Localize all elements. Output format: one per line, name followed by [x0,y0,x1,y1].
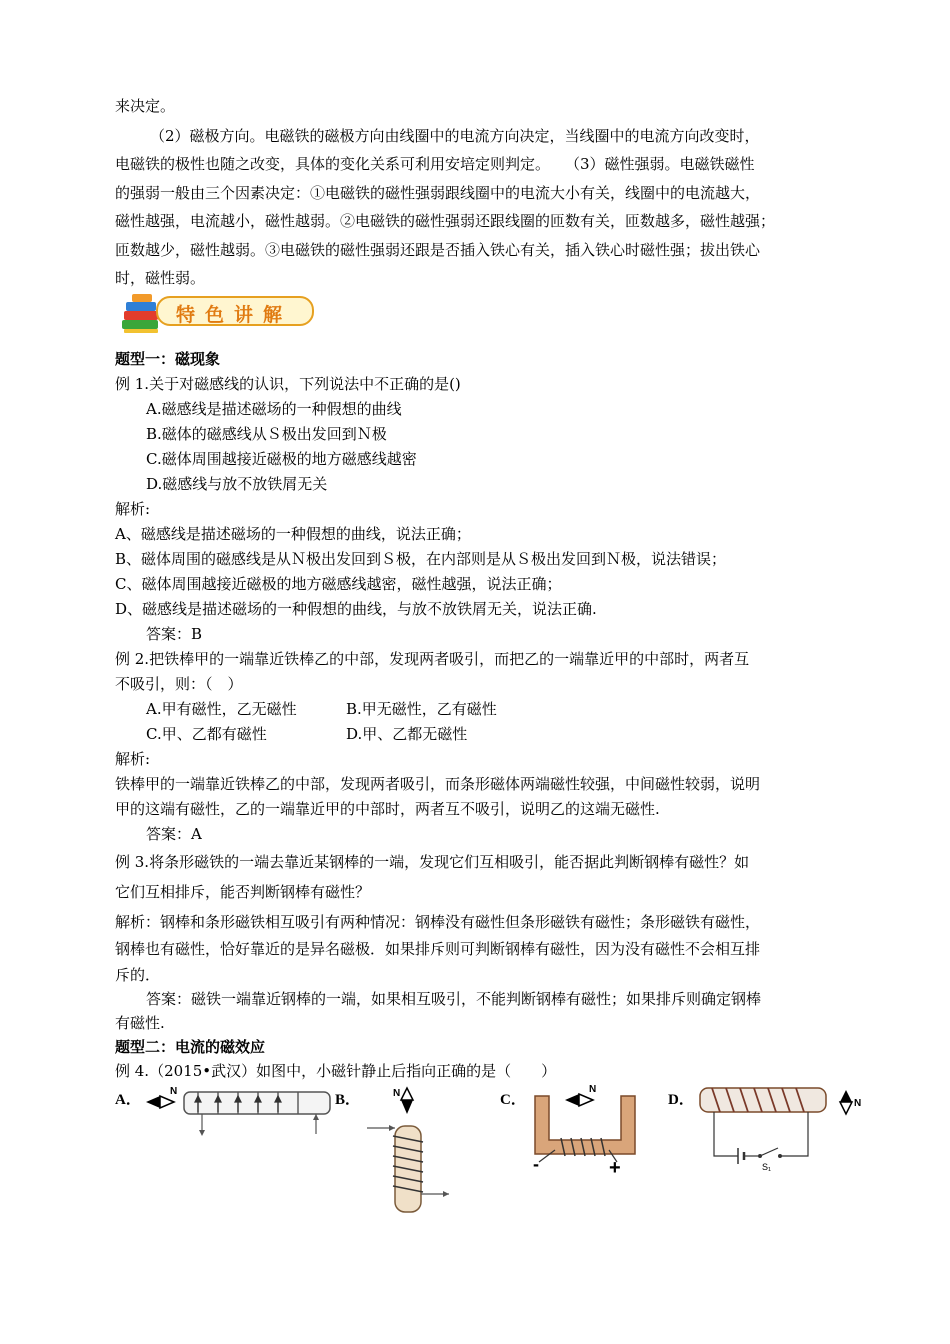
option-b: B.甲无磁性，乙有磁性 [346,700,497,718]
figure-c-u-magnet [525,1082,645,1176]
option-d: D.甲、乙都无磁性 [346,725,468,743]
svg-text:N: N [589,1084,597,1095]
compass-needle-icon [840,1090,861,1114]
question-text: 例 1.关于对磁感线的认识，下列说法中不正确的是() [115,375,461,393]
figure-label-b: B． [335,1092,361,1108]
figure-label-c: C． [500,1092,526,1108]
paragraph-line: （2）磁极方向。电磁铁的磁极方向由线圈中的电流方向决定，当线圈中的电流方向改变时， [150,127,760,145]
compass-needle-icon [146,1086,177,1108]
question-text: 例 3.将条形磁铁的一端去靠近某钢棒的一端，发现它们互相吸引，能否据此判断钢棒有磁性？如 [115,853,750,871]
section-title: 题型一：磁现象 [115,350,221,368]
analysis-line: 解析：钢棒和条形磁铁相互吸引有两种情况：钢棒没有磁性但条形磁铁有磁性；条形磁铁有磁性， [115,913,761,931]
figure-label-d: D． [668,1092,694,1108]
option-b: B.磁体的磁感线从Ｓ极出发回到Ｎ极 [146,425,387,443]
paragraph-line: 匝数越少，磁性越弱。③电磁铁的磁性强弱还跟是否插入铁心有关，插入铁心时磁性强；拔出铁心 [115,241,761,259]
analysis-line: B、磁体周围的磁感线是从Ｎ极出发回到Ｓ极，在内部则是从Ｓ极出发回到Ｎ极，说法错误； [115,550,727,568]
svg-text:N: N [170,1086,178,1097]
option-a: A.磁感线是描述磁场的一种假想的曲线 [146,400,402,418]
answer-text: 答案：A [146,825,202,843]
figure-d-solenoid-circuit [690,1082,870,1172]
figure-b-solenoid [355,1082,465,1214]
analysis-line: 甲的这端有磁性，乙的一端靠近甲的中部时，两者互不吸引，说明乙的这端无磁性. [115,800,660,818]
svg-text:+: + [609,1157,621,1176]
section-title: 题型二：电流的磁效应 [115,1038,266,1056]
paragraph-line: 来决定。 [115,97,176,115]
answer-text: 答案：磁铁一端靠近钢棒的一端，如果相互吸引，不能判断钢棒有磁性；如果排斥则确定钢棒 [146,990,762,1008]
analysis-line: 斥的． [115,966,161,984]
analysis-label: 解析: [115,750,151,768]
figure-a-solenoid [140,1082,340,1144]
figure-label-a: A． [115,1092,141,1108]
svg-text:N: N [854,1098,862,1109]
option-d: D.磁感线与放不放铁屑无关 [146,475,328,493]
paragraph-line: 磁性越强，电流越小，磁性越弱。②电磁铁的磁性强弱还跟线圈的匝数有关，匝数越多，磁性越强； [115,212,776,230]
analysis-line: 铁棒甲的一端靠近铁棒乙的中部，发现两者吸引，而条形磁体两端磁性较强，中间磁性较弱，说明 [115,775,761,793]
analysis-label: 解析: [115,500,151,518]
analysis-line: C、磁体周围越接近磁极的地方磁感线越密，磁性越强，说法正确； [115,575,562,593]
paragraph-line: 电磁铁的极性也随之改变，具体的变化关系可利用安培定则判定。 （3）磁性强弱。电磁铁磁性 [115,155,755,173]
compass-needle-icon [565,1084,596,1106]
compass-needle-icon [393,1088,413,1114]
question-text: 它们互相排斥，能否判断钢棒有磁性？ [115,883,371,901]
question-text: 例 2.把铁棒甲的一端靠近铁棒乙的中部，发现两者吸引，而把乙的一端靠近甲的中部时，两者互 [115,650,750,668]
banner-title: 特色讲解 [176,304,293,326]
svg-text:S₁: S₁ [762,1162,772,1172]
answer-text: 有磁性. [115,1014,165,1032]
question-text: 例 4.（2015•武汉）如图中，小磁针静止后指向正确的是（ ） [115,1062,557,1080]
feature-banner [118,290,318,336]
option-c: C.磁体周围越接近磁极的地方磁感线越密 [146,450,417,468]
analysis-line: 钢棒也有磁性，恰好靠近的是异名磁极．如果排斥则可判断钢棒有磁性，因为没有磁性不会相互排 [115,940,761,958]
paragraph-line: 时，磁性弱。 [115,269,206,287]
option-a: A.甲有磁性，乙无磁性 [146,700,297,718]
paragraph-line: 的强弱一般由三个因素决定：①电磁铁的磁性强弱跟线圈中的电流大小有关，线圈中的电流越大， [115,184,761,202]
option-c: C.甲、乙都有磁性 [146,725,267,743]
svg-text:-: - [533,1154,539,1174]
analysis-line: D、磁感线是描述磁场的一种假想的曲线，与放不放铁屑无关，说法正确. [115,600,597,618]
question-text: 不吸引，则：（ ） [115,675,243,693]
analysis-line: A、磁感线是描述磁场的一种假想的曲线，说法正确； [115,525,471,543]
svg-text:N: N [393,1088,401,1099]
answer-text: 答案：B [146,625,203,643]
